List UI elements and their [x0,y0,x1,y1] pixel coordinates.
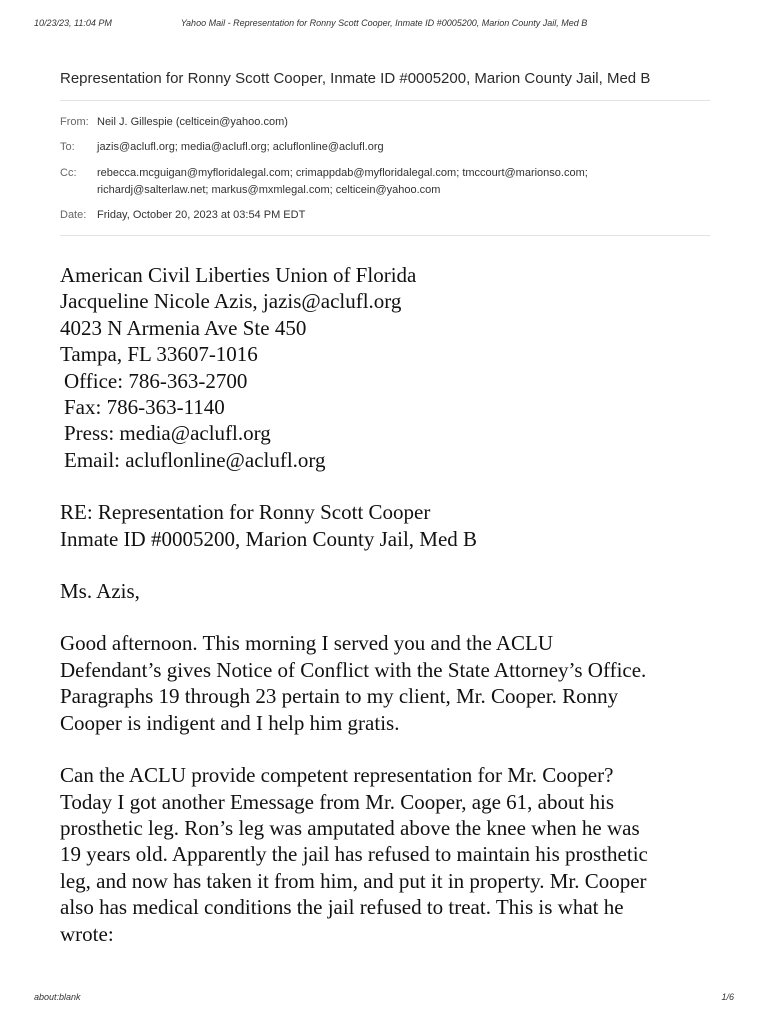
paragraph-line: wrote: [60,921,114,946]
address-line: Tampa, FL 33607-1016 [60,342,258,367]
from-label: From: [60,116,89,128]
print-title: Yahoo Mail - Representation for Ronny Scott Cooper, Inmate ID #0005200, Marion County Jail, Med B [180,18,588,28]
re-line: RE: Representation for Ronny Scott Cooper [60,500,431,525]
subject-divider [60,100,710,101]
paragraph-line: leg, and now has taken it from him, and put it in property. Mr. Cooper [60,868,647,893]
paragraph-line: Cooper is indigent and I help him gratis. [60,710,400,735]
address-line: 4023 N Armenia Ave Ste 450 [60,315,307,340]
cc-value[interactable] [97,165,710,199]
address-line: Press: media@aclufl.org [64,421,271,446]
print-header [34,18,734,32]
cc-line-2: richardj@salterlaw.net; markus@mxmlegal.com; celticein@yahoo.com [97,184,441,196]
date-value: Friday, October 20, 2023 at 03:54 PM EDT [97,209,306,221]
salutation: Ms. Azis, [60,579,140,604]
paragraph-line: prosthetic leg. Ron’s leg was amputated above the knee when he was [60,815,640,840]
cc-line-1: rebecca.mcguigan@myfloridalegal.com; crimappdab@myfloridalegal.com; tmccourt@marionso.com; [97,167,588,179]
address-line: Fax: 786-363-1140 [64,395,225,420]
print-url: about:blank [34,992,81,1002]
address-line: American Civil Liberties Union of Florida [60,263,417,287]
paragraph-line: Can the ACLU provide competent representation for Mr. Cooper? [60,763,614,788]
paragraph-line: Paragraphs 19 through 23 pertain to my client, Mr. Cooper. Ronny [60,684,619,709]
from-value[interactable]: Neil J. Gillespie (celticein@yahoo.com) [97,116,288,128]
address-line: Office: 786-363-2700 [64,368,248,393]
cc-label: Cc: [60,167,77,179]
re-line: Inmate ID #0005200, Marion County Jail, Med B [60,526,478,551]
paragraph-line: Good afternoon. This morning I served you and the ACLU [60,631,554,656]
page-number: 1/6 [721,992,734,1002]
address-line: Jacqueline Nicole Azis, jazis@aclufl.org [60,289,402,314]
email-subject: Representation for Ronny Scott Cooper, Inmate ID #0005200, Marion County Jail, Med B [60,70,651,87]
email-body [60,262,728,947]
date-label: Date: [60,209,87,221]
paragraph-line: also has medical conditions the jail refused to treat. This is what he [60,895,624,920]
paragraph-line: 19 years old. Apparently the jail has refused to maintain his prosthetic [60,842,648,867]
paragraph-line: Defendant’s gives Notice of Conflict with the State Attorney’s Office. [60,657,647,682]
header-divider [60,235,710,236]
address-line: Email: acluflonline@aclufl.org [64,447,326,472]
paragraph-line: Today I got another Emessage from Mr. Cooper, age 61, about his [60,789,615,814]
to-value[interactable]: jazis@aclufl.org; media@aclufl.org; acluflonline@aclufl.org [97,141,384,153]
to-label: To: [60,141,75,153]
print-timestamp: 10/23/23, 11:04 PM [34,18,112,28]
